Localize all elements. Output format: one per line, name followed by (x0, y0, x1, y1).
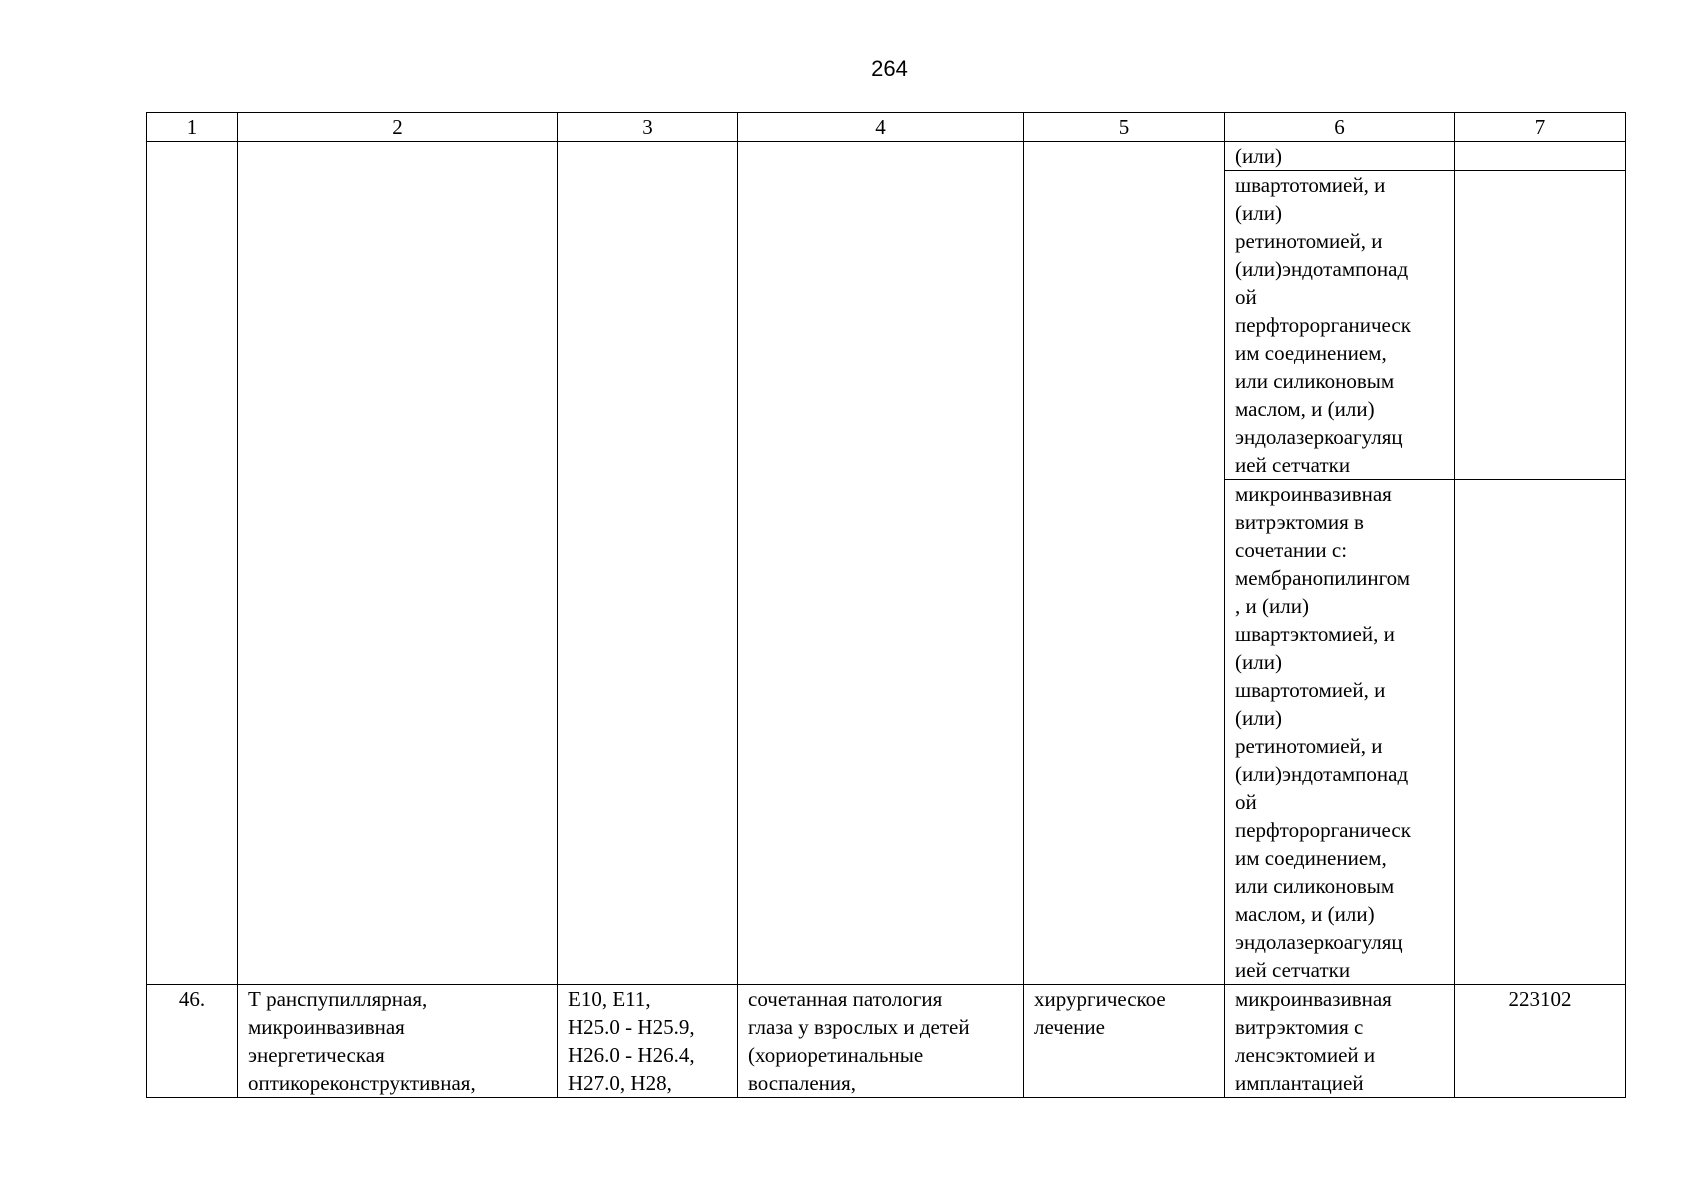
column-number-4: 4 (738, 113, 1024, 142)
table-row-46 (147, 985, 1626, 1098)
treatment-method-cell: (или) (1225, 142, 1455, 171)
icd-codes-cell: E10, E11, H25.0 - H25.9, H26.0 - H26.4, H27.0, H28, (558, 985, 738, 1098)
empty-cell (238, 142, 558, 985)
page-number: 264 (871, 56, 908, 81)
treatment-method-cell: микроинвазивная витрэктомия в сочетании с: мембранопилингом , и (или) швартэктомией, и (или) швартотомией, и (или) ретинотомией, и (или)эндотампонад ой перфторорганическ им соединением, или силиконовым маслом, и (или) эндолазеркоагуляц ией сетчатки (1225, 480, 1455, 985)
column-number-1: 1 (147, 113, 238, 142)
column-number-6: 6 (1225, 113, 1455, 142)
column-number-2: 2 (238, 113, 558, 142)
column-number-5: 5 (1024, 113, 1225, 142)
treatment-method-cell: швартотомией, и (или) ретинотомией, и (или)эндотампонад ой перфторорганическ им соединением, или силиконовым маслом, и (или) эндолазеркоагуляц ией сетчатки (1225, 171, 1455, 480)
cost-cell: 223102 (1455, 985, 1626, 1098)
empty-cell (1024, 142, 1225, 985)
treatment-method-cell: микроинвазивная витрэктомия с ленсэктомией и имплантацией (1225, 985, 1455, 1098)
empty-cell (1455, 142, 1626, 171)
patient-model-cell: сочетанная патология глаза у взрослых и детей (хориоретинальные воспаления, (738, 985, 1024, 1098)
column-number-7: 7 (1455, 113, 1626, 142)
care-type-cell: Т ранспупиллярная, микроинвазивная энергетическая оптикореконструктивная, (238, 985, 558, 1098)
table-row (147, 142, 1626, 171)
column-number-3: 3 (558, 113, 738, 142)
column-number-row (147, 113, 1626, 142)
empty-cell (1455, 480, 1626, 985)
medical-services-table (146, 112, 1626, 1098)
empty-cell (147, 142, 238, 985)
empty-cell (1455, 171, 1626, 480)
row-number-cell: 46. (147, 985, 238, 1098)
empty-cell (558, 142, 738, 985)
treatment-type-cell: хирургическое лечение (1024, 985, 1225, 1098)
empty-cell (738, 142, 1024, 985)
